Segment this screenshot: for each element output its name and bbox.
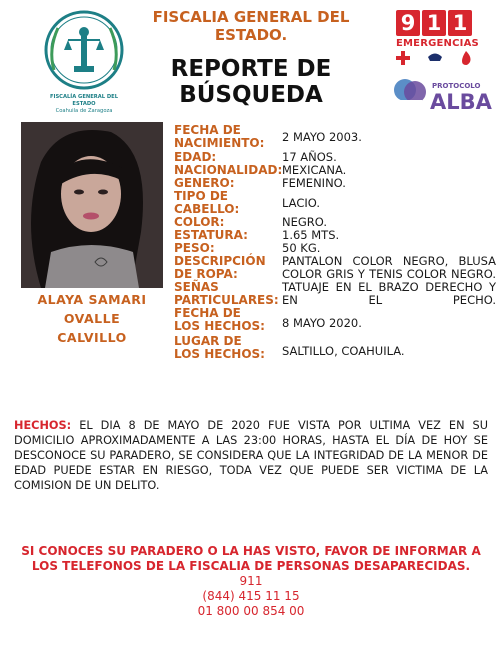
emergency-digit: 1 — [422, 10, 446, 36]
label-fecha-nacimiento: FECHA DE NACIMIENTO: — [174, 123, 265, 150]
label-senas-particulares: SEÑAS PARTICULARES: — [174, 280, 279, 307]
emergency-number — [396, 10, 476, 36]
medical-cross-icon — [396, 51, 410, 65]
footer-line1: SI CONOCES SU PARADERO O LA HAS VISTO, FAVOR DE INFORMAR A — [21, 544, 481, 558]
organization-title: FISCALIA GENERAL DEL ESTADO. — [152, 8, 350, 44]
value-estatura: 1.65 MTS. — [282, 228, 340, 242]
value-peso: 50 KG. — [282, 241, 321, 255]
footer-line2: LOS TELEFONOS DE LA FISCALIA DE PERSONAS DESAPARECIDAS. — [31, 559, 471, 573]
logo-caption — [38, 94, 130, 115]
value-tipo-cabello: LACIO. — [282, 196, 320, 210]
label-descripcion-ropa: DESCRIPCIÓN DE ROPA: — [174, 254, 266, 281]
logo-caption-line1: FISCALÍA GENERAL DEL ESTADO — [49, 94, 119, 107]
logo-caption-line2: Coahuila de Zaragoza — [55, 108, 113, 114]
alba-word: ALBA — [430, 90, 492, 114]
missing-person-photo — [21, 122, 163, 288]
value-genero: FEMENINO. — [282, 176, 346, 190]
emergency-icons — [396, 51, 472, 65]
hechos-label: HECHOS: — [14, 419, 72, 432]
value-nacionalidad: MEXICANA. — [282, 163, 347, 177]
protocolo-alba-logo — [392, 76, 492, 116]
value-fecha-nacimiento: 2 MAYO 2003. — [282, 130, 362, 144]
label-lugar-hechos: LUGAR DE LOS HECHOS: — [174, 334, 265, 361]
name-line: ALAYA SAMARI — [37, 292, 147, 307]
fire-icon — [460, 51, 472, 65]
emergency-911-logo — [396, 10, 479, 65]
value-color: NEGRO. — [282, 215, 328, 229]
police-cap-icon — [427, 51, 443, 63]
label-nacionalidad: NACIONALIDAD: — [174, 163, 283, 177]
missing-person-name — [21, 290, 163, 347]
hechos-text: EL DIA 8 DE MAYO DE 2020 FUE VISTA POR ULTIMA VEZ EN SU DOMICILIO APROXIMADAMENTE A LAS 23:00 HORAS, HASTA EL DÍA DE HOY SE DESCONOCE SU PARADERO, SE CONSIDERA QUE LA INTEGRIDAD DE LA MENOR DE EDAD PUEDE ESTAR EN RIESGO, TODA VEZ QUE PUEDE SER VICTIMA DE LA COMISION DE UN DELITO. — [14, 419, 488, 492]
emergency-label: EMERGENCIAS — [396, 38, 479, 49]
contact-footer — [14, 544, 488, 619]
value-fecha-hechos: 8 MAYO 2020. — [282, 316, 362, 330]
report-title: REPORTE DE BÚSQUEDA — [170, 56, 332, 108]
value-senas-particulares: TATUAJE EN EL BRAZO DERECHO Y EN EL PECHO. — [282, 280, 496, 307]
label-tipo-cabello: TIPO DE CABELLO: — [174, 189, 240, 216]
name-line: CALVILLO — [57, 330, 127, 345]
value-descripcion-ropa: PANTALON COLOR NEGRO, BLUSA COLOR GRIS Y TENIS COLOR NEGRO. — [282, 254, 496, 281]
alba-protocol-label: PROTOCOLO — [432, 82, 481, 90]
value-lugar-hechos: SALTILLO, COAHUILA. — [282, 344, 405, 358]
footer-phone-local: (844) 415 11 15 — [202, 589, 300, 603]
alba-heads-icon — [392, 76, 428, 112]
label-edad: EDAD: — [174, 150, 217, 164]
label-estatura: ESTATURA: — [174, 228, 248, 242]
emergency-digit: 9 — [396, 10, 420, 36]
label-peso: PESO: — [174, 241, 215, 255]
footer-phone-911: 911 — [239, 574, 263, 588]
label-color: COLOR: — [174, 215, 225, 229]
footer-phone-tollfree: 01 800 00 854 00 — [197, 604, 305, 618]
hechos-paragraph — [14, 418, 488, 493]
value-edad: 17 AÑOS. — [282, 150, 337, 164]
fiscalia-seal-logo — [38, 8, 130, 120]
label-genero: GENERO: — [174, 176, 235, 190]
name-line: OVALLE — [63, 311, 121, 326]
label-fecha-hechos: FECHA DE LOS HECHOS: — [174, 306, 265, 333]
emergency-digit: 1 — [448, 10, 472, 36]
